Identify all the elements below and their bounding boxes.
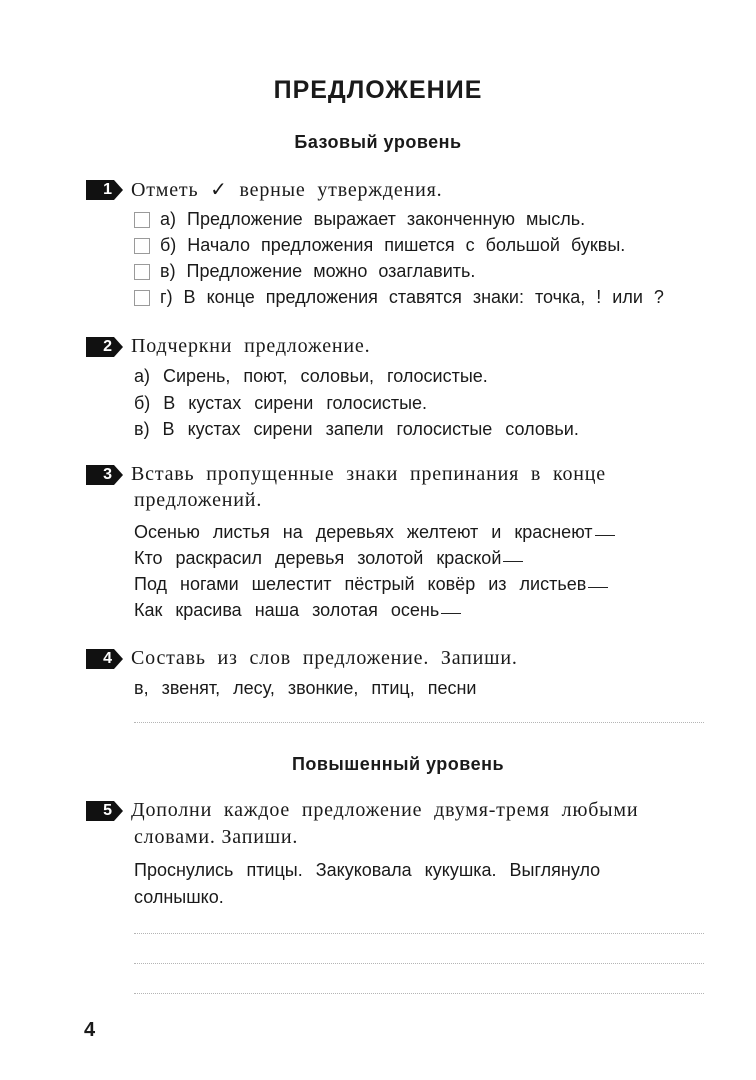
- page-number: 4: [84, 1019, 96, 1041]
- checkbox[interactable]: [134, 290, 150, 306]
- task-2-instruction: Подчеркни предложение.: [131, 335, 371, 357]
- task-2-option-b[interactable]: б) В кустах сирени голосистые.: [134, 393, 428, 413]
- level-heading-base: Базовый уровень: [294, 132, 462, 152]
- task-1-option-d[interactable]: г) В конце предложения ставятся знаки: точка, ! или ?: [134, 287, 664, 308]
- task-5-prompt-cont: солнышко.: [134, 887, 224, 907]
- task-5-instruction-cont: словами. Запиши.: [134, 826, 299, 848]
- task-5-instruction: Дополни каждое предложение двумя-тремя любыми: [131, 799, 639, 821]
- task-4-heading: [86, 647, 518, 670]
- answer-line[interactable]: [134, 722, 704, 723]
- checkbox[interactable]: [134, 238, 150, 254]
- answer-line[interactable]: [134, 933, 704, 934]
- answer-line[interactable]: [134, 993, 704, 994]
- task-number-badge: 1: [86, 180, 123, 200]
- task-3-instruction: Вставь пропущенные знаки препинания в конце: [131, 463, 606, 485]
- task-1-heading: [86, 177, 442, 202]
- task-1-option-b[interactable]: б) Начало предложения пишется с большой буквы.: [134, 235, 625, 256]
- answer-blank[interactable]: [503, 561, 523, 562]
- checkbox[interactable]: [134, 264, 150, 280]
- task-4-instruction: Составь из слов предложение. Запиши.: [131, 647, 518, 669]
- task-2-option-c[interactable]: в) В кустах сирени запели голосистые соловьи.: [134, 419, 579, 439]
- task-3-instruction-cont: предложений.: [134, 489, 263, 511]
- answer-blank[interactable]: [595, 535, 615, 536]
- task-1-option-a[interactable]: а) Предложение выражает законченную мысль.: [134, 209, 585, 230]
- task-number-badge: 2: [86, 337, 123, 357]
- task-3-sentence: Осенью листья на деревьях желтеют и краснеют: [134, 522, 615, 543]
- task-1-instruction: Отметь ✓ верные утверждения.: [131, 179, 443, 201]
- checkbox[interactable]: [134, 212, 150, 228]
- task-2-option-a[interactable]: а) Сирень, поют, соловьи, голосистые.: [134, 366, 488, 386]
- task-3-heading: [86, 463, 606, 486]
- task-number-badge: 4: [86, 649, 123, 669]
- answer-blank[interactable]: [588, 587, 608, 588]
- page-title: ПРЕДЛОЖЕНИЕ: [273, 76, 483, 104]
- task-2-heading: [86, 335, 370, 358]
- task-3-sentence: Как красива наша золотая осень: [134, 600, 461, 621]
- task-1-option-c[interactable]: в) Предложение можно озаглавить.: [134, 261, 475, 282]
- task-5-heading: [86, 799, 638, 822]
- task-number-badge: 5: [86, 801, 123, 821]
- task-3-sentence: Кто раскрасил деревья золотой краской: [134, 548, 523, 569]
- task-number-badge: 3: [86, 465, 123, 485]
- task-5-prompt: Проснулись птицы. Закуковала кукушка. Выглянуло: [134, 860, 601, 880]
- answer-line[interactable]: [134, 963, 704, 964]
- level-heading-advanced: Повышенный уровень: [291, 754, 505, 774]
- task-3-sentence: Под ногами шелестит пёстрый ковёр из листьев: [134, 574, 608, 595]
- answer-blank[interactable]: [441, 613, 461, 614]
- task-4-words: в, звенят, лесу, звонкие, птиц, песни: [134, 678, 477, 698]
